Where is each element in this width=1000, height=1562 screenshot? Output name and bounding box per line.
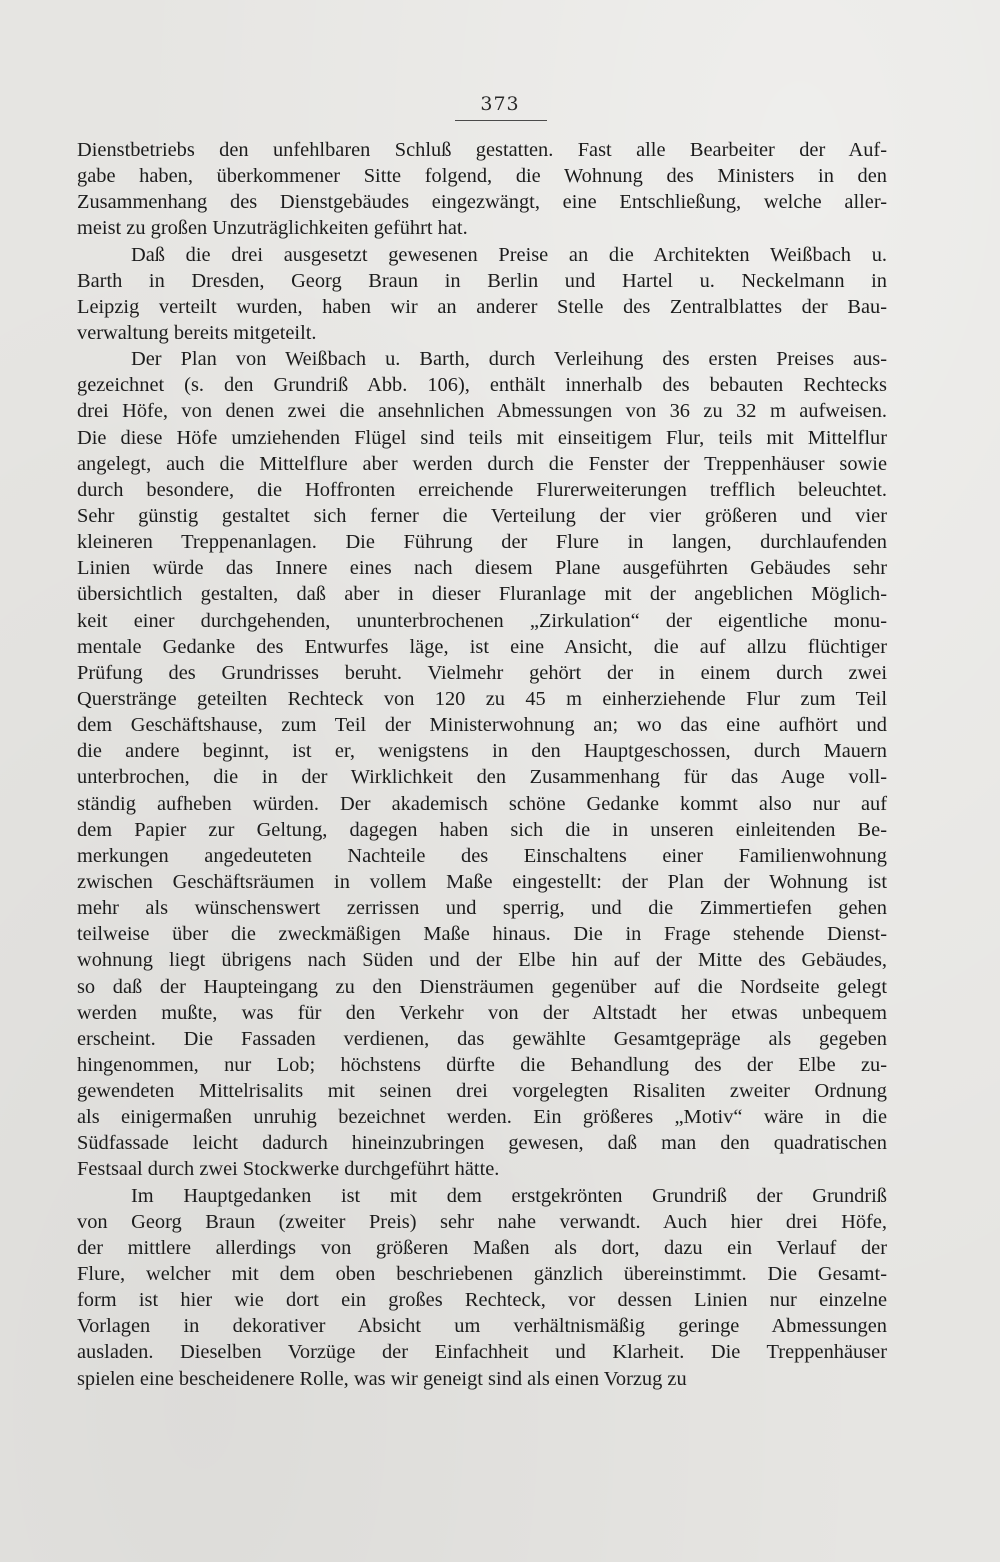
- text-line: meist zu großen Unzuträglichkeiten geführt hat.: [77, 217, 468, 240]
- text-line: durch besondere, die Hoffronten erreichende Flurerweiterungen trefflich beleuchtet.: [77, 478, 887, 501]
- text-line: werden mußte, was für den Verkehr von der Altstadt her etwas unbequem: [77, 1001, 887, 1024]
- text-line: als einigermaßen unruhig bezeichnet werden. Ein größeres „Motiv“ wäre in die: [77, 1106, 887, 1129]
- text-line: angelegt, auch die Mittelflure aber werden durch die Fenster der Treppenhäuser sowie: [77, 452, 887, 475]
- text-line: drei Höfe, von denen zwei die ansehnlichen Abmessungen von 36 zu 32 m aufweisen.: [77, 400, 887, 423]
- text-line: Querstränge geteilten Rechteck von 120 zu 45 m einherziehende Flur zum Teil: [77, 687, 887, 710]
- text-line: spielen eine bescheidenere Rolle, was wir geneigt sind als einen Vorzug zu: [77, 1367, 687, 1390]
- text-line: Die diese Höfe umziehenden Flügel sind teils mit einseitigem Flur, teils mit Mittelflur: [77, 426, 887, 449]
- text-line: keit einer durchgehenden, ununterbrochenen „Zirkulation“ der eigentliche monu-: [77, 609, 887, 632]
- text-line: Sehr günstig gestaltet sich ferner die Verteilung der vier größeren und vier: [77, 504, 887, 527]
- text-line: übersichtlich gestalten, daß aber in dieser Fluranlage mit der angeblichen Möglich-: [77, 583, 887, 606]
- text-line: dem Geschäftshause, zum Teil der Ministerwohnung an; wo das eine aufhört und: [77, 714, 887, 737]
- text-line: ausladen. Dieselben Vorzüge der Einfachheit und Klarheit. Die Treppenhäuser: [77, 1341, 887, 1364]
- paragraph: [77, 346, 887, 1183]
- text-line: ständig aufheben würden. Der akademisch schöne Gedanke kommt also nur auf: [77, 792, 887, 815]
- text-line: kleineren Treppenanlagen. Die Führung der Flure in langen, durchlaufenden: [77, 531, 887, 554]
- text-line: so daß der Haupteingang zu den Diensträumen gegenüber auf die Nordseite gelegt: [77, 975, 887, 998]
- paragraph: [77, 137, 887, 242]
- text-line: Zusammenhang des Dienstgebäudes eingezwängt, eine Entschließung, welche aller-: [77, 191, 887, 214]
- text-line: gezeichnet (s. den Grundriß Abb. 106), enthält innerhalb des bebauten Rechtecks: [77, 374, 887, 397]
- text-line: Der Plan von Weißbach u. Barth, durch Verleihung des ersten Preises aus-: [131, 348, 887, 371]
- paragraph: [77, 1183, 887, 1392]
- text-line: Dienstbetriebs den unfehlbaren Schluß gestatten. Fast alle Bearbeiter der Auf-: [77, 139, 887, 161]
- text-line: teilweise über die zweckmäßigen Maße hinaus. Die in Frage stehende Dienst-: [77, 923, 887, 946]
- text-line: die andere beginnt, ist er, wenigstens in den Hauptgeschossen, durch Mauern: [77, 740, 887, 763]
- text-line: gabe haben, überkommener Sitte folgend, die Wohnung des Ministers in den: [77, 165, 887, 188]
- text-line: gewendeten Mittelrisalits mit seinen drei vorgelegten Risaliten zweiter Ordnung: [77, 1080, 887, 1103]
- text-line: hingenommen, nur Lob; höchstens dürfte die Behandlung des der Elbe zu-: [77, 1053, 887, 1076]
- text-line: Südfassade leicht dadurch hineinzubringen gewesen, daß man den quadratischen: [77, 1132, 887, 1155]
- text-line: Linien würde das Innere eines nach diesem Plane ausgeführten Gebäudes sehr: [77, 557, 887, 580]
- text-line: Vorlagen in dekorativer Absicht um verhältnismäßig geringe Abmessungen: [77, 1315, 887, 1338]
- text-line: verwaltung bereits mitgeteilt.: [77, 321, 317, 344]
- text-line: wohnung liegt übrigens nach Süden und der Elbe hin auf der Mitte des Gebäudes,: [77, 949, 887, 972]
- page-number-rule: [455, 120, 547, 121]
- text-line: Daß die drei ausgesetzt gewesenen Preise an die Architekten Weißbach u.: [131, 243, 887, 266]
- text-line: Leipzig verteilt wurden, haben wir an anderer Stelle des Zentralblattes der Bau-: [77, 295, 887, 318]
- text-line: Prüfung des Grundrisses beruht. Vielmehr gehört der in einem durch zwei: [77, 661, 887, 684]
- text-line: Festsaal durch zwei Stockwerke durchgeführt hätte.: [77, 1158, 500, 1181]
- text-line: mentale Gedanke des Entwurfes läge, ist eine Ansicht, die auf allzu flüchtiger: [77, 635, 887, 658]
- text-line: unterbrochen, die in der Wirklichkeit den Zusammenhang für das Auge voll-: [77, 766, 887, 789]
- text-line: erscheint. Die Fassaden verdienen, das gewählte Gesamtgepräge als gegeben: [77, 1027, 887, 1050]
- text-line: dem Papier zur Geltung, dagegen haben sich die in unseren einleitenden Be-: [77, 818, 887, 841]
- text-line: Im Hauptgedanken ist mit dem erstgekrönten Grundriß der Grundriß: [131, 1184, 887, 1207]
- text-line: merkungen angedeuteten Nachteile des Einschaltens einer Familienwohnung: [77, 844, 887, 867]
- text-line: zwischen Geschäftsräumen in vollem Maße eingestellt: der Plan der Wohnung ist: [77, 870, 887, 893]
- paragraph: [77, 242, 887, 347]
- text-line: Flure, welcher mit dem oben beschriebenen gänzlich übereinstimmt. Die Gesamt-: [77, 1263, 887, 1286]
- text-line: der mittlere allerdings von größeren Maßen als dort, dazu ein Verlauf der: [77, 1236, 887, 1259]
- text-line: mehr als wünschenswert zerrissen und sperrig, und die Zimmertiefen gehen: [77, 897, 887, 920]
- text-line: form ist hier wie dort ein großes Rechteck, vor dessen Linien nur einzelne: [77, 1289, 887, 1312]
- body-text: [77, 137, 887, 1392]
- page-number: 373: [480, 93, 520, 115]
- text-line: von Georg Braun (zweiter Preis) sehr nahe verwandt. Auch hier drei Höfe,: [77, 1210, 887, 1233]
- text-line: Barth in Dresden, Georg Braun in Berlin und Hartel u. Neckelmann in: [77, 269, 887, 292]
